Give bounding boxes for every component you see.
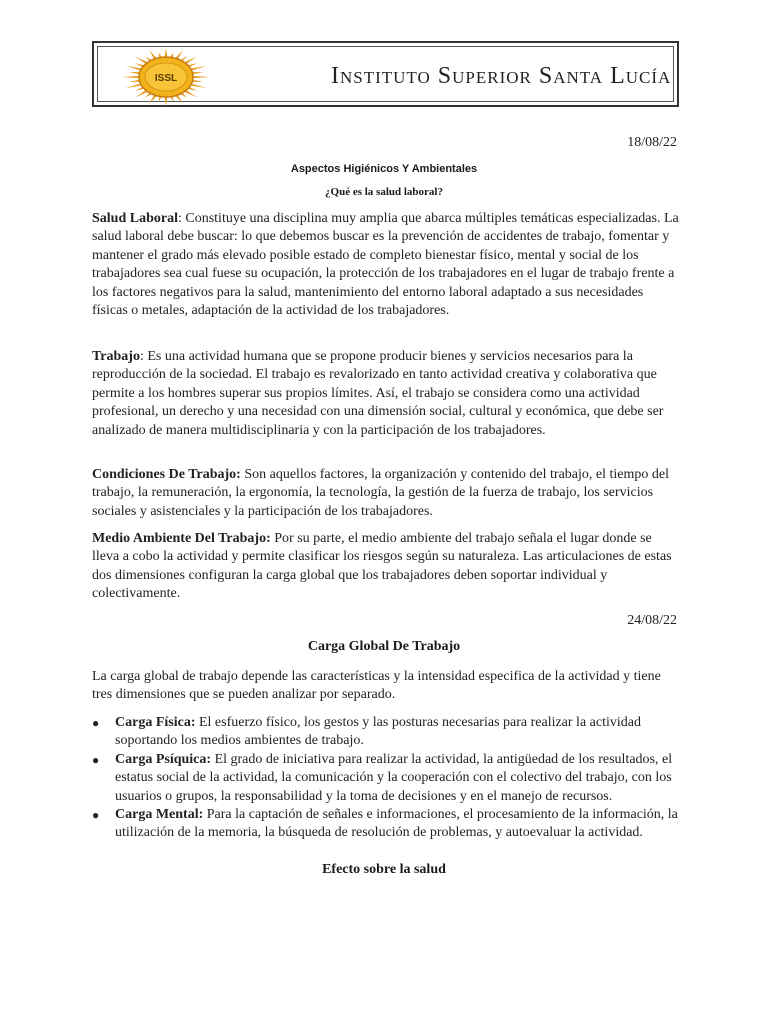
bullet-icon: ● [92,808,100,823]
bullet-icon: ● [92,716,100,730]
bullet-icon: ● [92,752,100,767]
term-trabajo: Trabajo [92,349,140,364]
list-item [92,714,680,751]
list-item-text: El grado de iniciativa para realizar la actividad, la antigüedad de los resultados, el estatus social de la actividad, la comunicación y la cooperación con el colectivo del trabajo, con los usuarios o grupos, la responsabilidad y la toma de decisiones y en el manejo de recursos. [115,751,673,804]
term-carga-mental: Carga Mental: [115,807,204,823]
paragraph-condiciones [92,466,680,521]
paragraph-trabajo [92,348,680,440]
date-second: 24/08/22 [627,613,677,628]
term-carga-fisica: Carga Física: [115,715,196,730]
paragraph-text: Es una actividad humana que se propone producir bienes y servicios necesarios para la reproducción de la sociedad. El trabajo es revalorizado en tanto actividad creativa y colaborativa que permite a los hombres superar sus propios límites. Así, el trabajo se considera como una actividad profesional, un derecho y una necesidad con una dimensión social, cultural y económica, que debe ser analizado de manera multidisciplinaria y con la participación de los trabajadores. [92,349,664,438]
paragraph-text: Son aquellos factores, la organización y contenido del trabajo, el tiempo del trabajo, la remuneración, la ergonomía, la tecnología, la gestión de la fuerza de trabajo, los servicios sociales y asistenciales y la participación de los trabajadores. [92,467,669,519]
paragraph-text: Por su parte, el medio ambiente del trabajo señala el lugar donde se lleva a cobo la actividad y permite clasificar los riesgos según su naturaleza. Las articulaciones de estas dos dimensiones configuran la carga global que los trabajadores deben soportar individual y colectivamente. [92,531,672,602]
logo-text: ISSL [154,73,178,84]
logo-ray [192,76,210,78]
paragraph-medio-ambiente [92,530,680,604]
list-item-text: Para la captación de señales e informaciones, el procesamiento de la información, la utilización de la memoria, la búsqueda de resolución de problemas, y autoevaluar la actividad. [115,807,678,841]
header-inner-border [97,46,674,102]
question-heading: ¿Qué es la salud laboral? [325,186,443,198]
date-first: 18/08/22 [627,135,677,150]
logo-ray [122,76,140,78]
subject-title: Aspectos Higiénicos Y Ambientales [290,163,478,175]
efecto-salud-title: Efecto sobre la salud [322,862,446,877]
carga-intro: La carga global de trabajo depende las características y la intensidad especifica de la actividad y tiene tres dimensiones que se pueden analizar por separado. [92,669,661,703]
institute-name: Instituto Superior Santa Lucía [331,63,672,89]
paragraph-salud-laboral [92,210,680,320]
sep: : [139,349,144,364]
paragraph-text: Constituye una disciplina muy amplia que abarca múltiples temáticas especializadas. La salud laboral debe buscar: lo que debemos buscar es la prevención de accidentes de trabajo, fomentar y mantener el grado más elevado posible estado de completo bienestar físico, mental y social de los trabajadores sea cual fuese su ocupación, la protección de los trabajadores en el lugar de trabajo frente a los factores negativos para la salud, mantenimiento del entorno laboral adaptado a sus necesidades físicas o metales, adaptación de la actividad de los trabajadores. [92,211,679,319]
list-item [92,751,680,806]
term-medio-ambiente: Medio Ambiente Del Trabajo: [92,531,271,546]
institute-header [92,41,679,107]
term-salud-laboral: Salud Laboral [92,211,178,226]
term-condiciones: Condiciones De Trabajo: [92,467,241,482]
term-carga-psiquica: Carga Psíquica: [115,751,212,767]
list-item [92,806,680,843]
carga-list [92,714,680,843]
list-item-text: El esfuerzo físico, los gestos y las posturas necesarias para realizar la actividad soportando los medios ambientes de trabajo. [115,715,641,749]
sep: : [177,211,182,226]
institute-logo-icon [102,47,230,107]
carga-global-title: Carga Global De Trabajo [307,639,461,654]
